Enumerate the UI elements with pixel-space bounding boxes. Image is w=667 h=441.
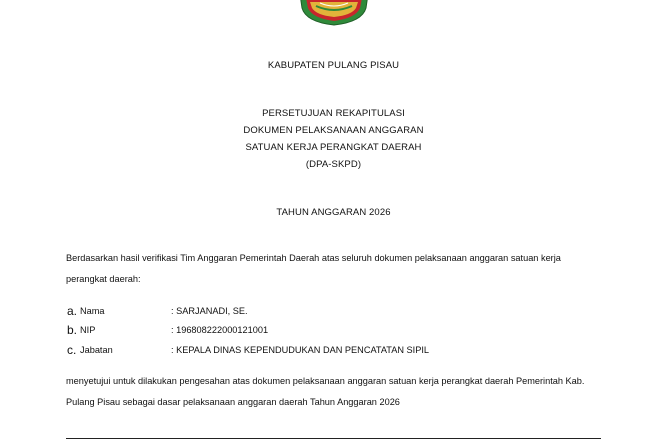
intro-line-2: perangkat daerah: [66, 274, 141, 284]
title-line-3: SATUAN KERJA PERANGKAT DAERAH [245, 142, 422, 153]
list-marker: c. [67, 343, 77, 357]
official-name-label: Nama [80, 306, 105, 316]
regency-emblem-logo [296, 0, 372, 26]
closing-paragraph [66, 371, 606, 413]
list-marker: a. [67, 304, 78, 318]
official-position-value: : KEPALA DINAS KEPENDUDUKAN DAN PENCATATAN SIPIL [171, 345, 429, 355]
official-nip-row [66, 325, 606, 341]
official-name-row [66, 306, 606, 322]
official-position-label: Jabatan [80, 345, 113, 355]
closing-line-2: Pulang Pisau sebagai dasar pelaksanaan anggaran daerah Tahun Anggaran 2026 [66, 397, 400, 407]
title-line-1: PERSETUJUAN REKAPITULASI [262, 108, 405, 119]
official-nip-label: NIP [80, 325, 96, 335]
closing-line-1: menyetujui untuk dilakukan pengesahan atas dokumen pelaksanaan anggaran satuan kerja perangkat daerah Pemerintah Kab. [66, 376, 585, 386]
official-position-row [66, 345, 606, 361]
official-name-value: : SARJANADI, SE. [171, 306, 248, 316]
intro-line-1: Berdasarkan hasil verifikasi Tim Anggaran Pemerintah Daerah atas seluruh dokumen pelaksanaan anggaran satuan kerja [66, 253, 561, 263]
divider-line [66, 438, 601, 439]
intro-paragraph [66, 248, 606, 290]
fiscal-year: TAHUN ANGGARAN 2026 [276, 207, 391, 218]
title-line-2: DOKUMEN PELAKSANAAN ANGGARAN [243, 125, 424, 136]
regency-name: KABUPATEN PULANG PISAU [267, 60, 400, 71]
official-nip-value: : 196808222000121001 [171, 325, 269, 335]
list-marker: b. [67, 323, 78, 337]
title-line-4: (DPA-SKPD) [305, 159, 362, 170]
